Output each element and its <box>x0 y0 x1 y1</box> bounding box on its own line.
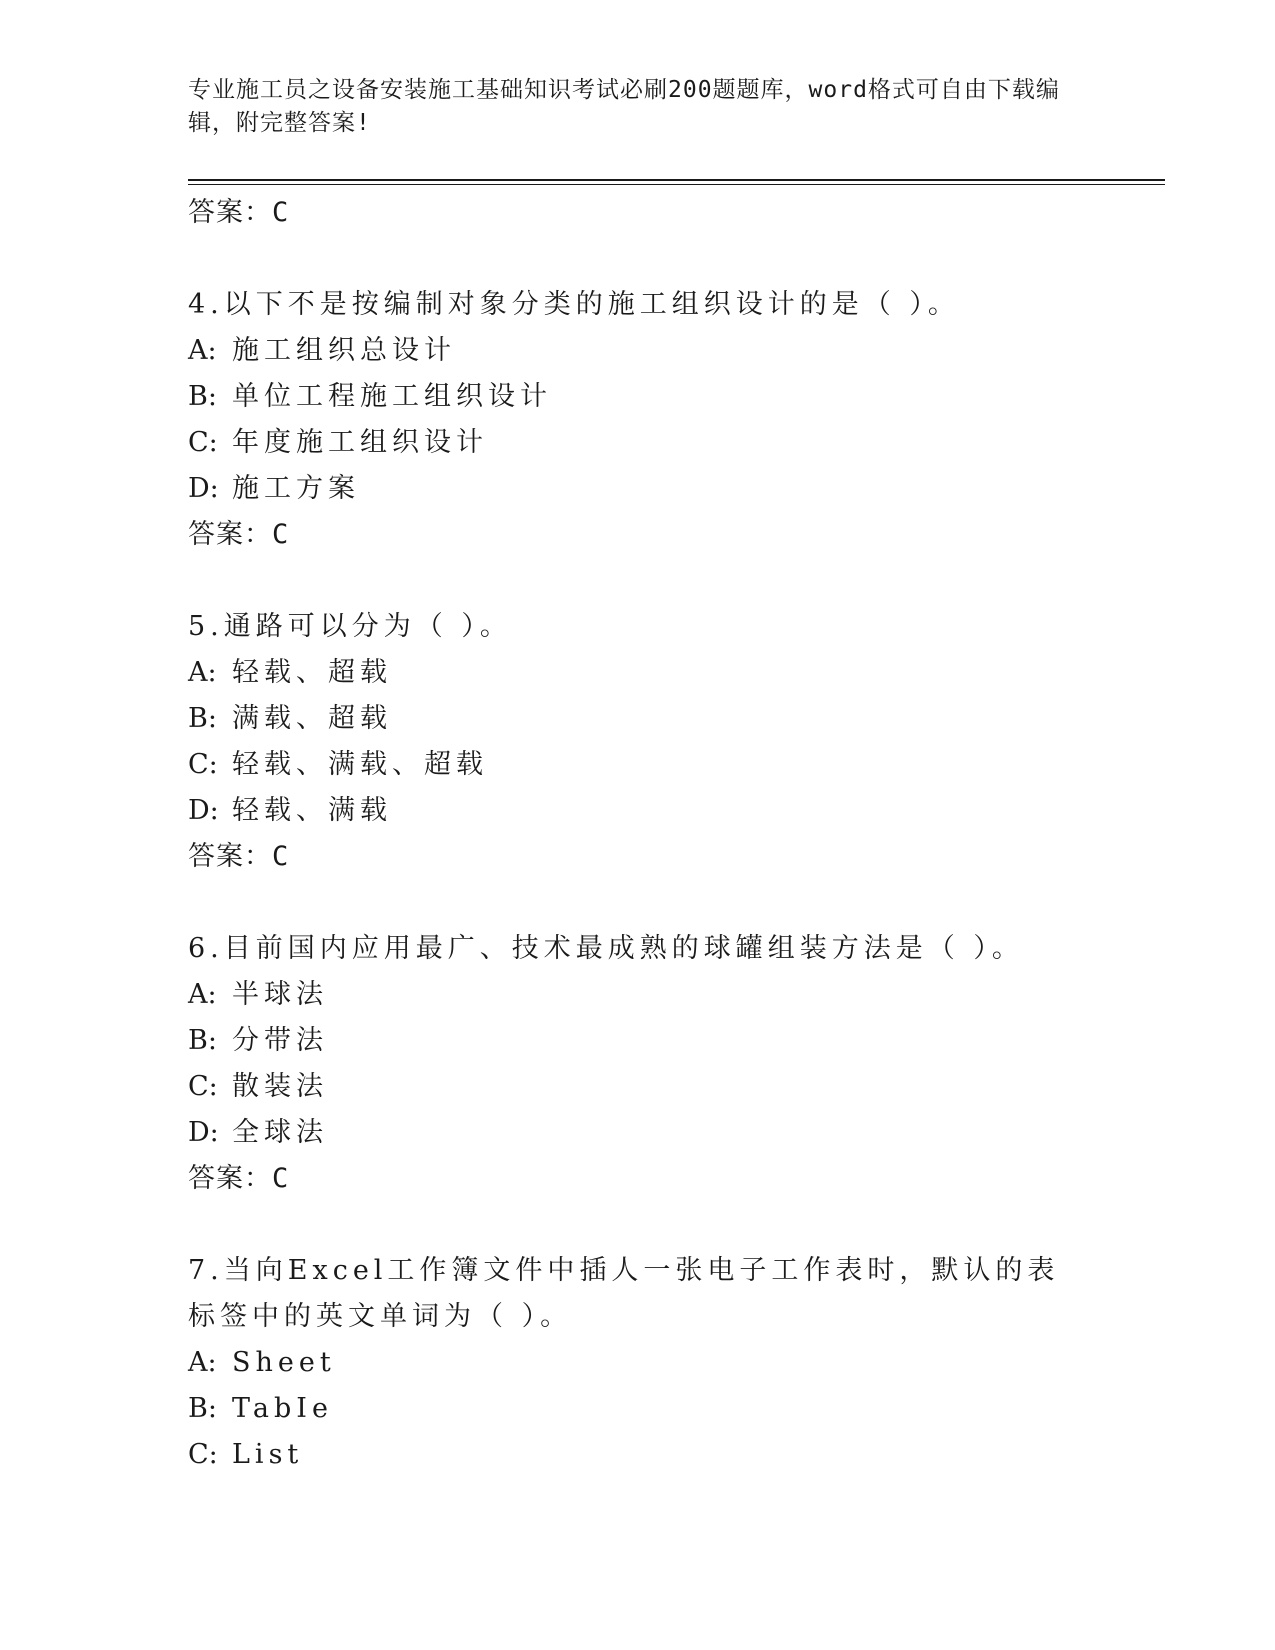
option-text: 全球法 <box>232 1117 328 1148</box>
option-label: B: <box>188 381 217 412</box>
answer-option <box>188 650 1088 696</box>
option-label: C: <box>188 427 218 458</box>
option-label: A: <box>188 1347 217 1378</box>
question-list <box>188 282 1088 1478</box>
option-text: 满载、超载 <box>232 703 392 734</box>
option-label: B: <box>188 703 217 734</box>
question-text: 7.当向Excel工作簿文件中插人一张电子工作表时，默认的表标签中的英文单词为（ ）。 <box>188 1255 1060 1332</box>
answer-option <box>188 1064 1088 1110</box>
answer-option <box>188 374 1088 420</box>
answer-option <box>188 1110 1088 1156</box>
question-text: 4.以下不是按编制对象分类的施工组织设计的是（ ）。 <box>188 289 960 320</box>
option-text: 施工组织总设计 <box>232 335 456 366</box>
option-text: 轻载、满载 <box>232 795 392 826</box>
option-label: C: <box>188 1071 218 1102</box>
option-label: D: <box>188 795 219 826</box>
option-text: 年度施工组织设计 <box>232 427 488 458</box>
answer-option <box>188 1340 1088 1386</box>
option-text: 轻载、超载 <box>232 657 392 688</box>
option-label: C: <box>188 1439 218 1470</box>
answer-option <box>188 742 1088 788</box>
option-label: C: <box>188 749 218 780</box>
answer-option <box>188 1432 1088 1478</box>
answer-line: 答案：C <box>188 1163 290 1194</box>
option-label: D: <box>188 473 219 504</box>
question-text: 6.目前国内应用最广、技术最成熟的球罐组装方法是（ ）。 <box>188 933 1024 964</box>
option-text: List <box>232 1439 304 1470</box>
answer-line: 答案：C <box>188 197 290 228</box>
answer-option <box>188 788 1088 834</box>
question-text: 5.通路可以分为（ ）。 <box>188 611 512 642</box>
option-text: 施工方案 <box>232 473 360 504</box>
answer-option <box>188 1386 1088 1432</box>
option-label: D: <box>188 1117 219 1148</box>
option-label: A: <box>188 657 217 688</box>
answer-option <box>188 328 1088 374</box>
document-body <box>188 190 1088 1478</box>
option-text: 单位工程施工组织设计 <box>232 381 552 412</box>
option-text: Sheet <box>232 1347 336 1378</box>
answer-option <box>188 1018 1088 1064</box>
option-text: 散装法 <box>232 1071 328 1102</box>
question-block <box>188 1248 1088 1478</box>
answer-option <box>188 972 1088 1018</box>
option-label: B: <box>188 1393 217 1424</box>
answer-option <box>188 466 1088 512</box>
header-rule <box>188 179 1165 181</box>
document-header: 专业施工员之设备安装施工基础知识考试必刷200题题库，word格式可自由下载编辑，附完整答案! <box>188 77 1060 136</box>
option-text: TabIe <box>232 1393 333 1424</box>
option-label: A: <box>188 979 217 1010</box>
header-rule-secondary <box>188 184 1165 185</box>
answer-option <box>188 420 1088 466</box>
answer-line: 答案：C <box>188 841 290 872</box>
option-text: 轻载、满载、超载 <box>232 749 488 780</box>
question-block <box>188 604 1088 880</box>
question-block <box>188 282 1088 558</box>
option-label: B: <box>188 1025 217 1056</box>
option-text: 分带法 <box>232 1025 328 1056</box>
question-block <box>188 926 1088 1202</box>
option-label: A: <box>188 335 217 366</box>
answer-option <box>188 696 1088 742</box>
option-text: 半球法 <box>232 979 328 1010</box>
answer-line: 答案：C <box>188 519 290 550</box>
